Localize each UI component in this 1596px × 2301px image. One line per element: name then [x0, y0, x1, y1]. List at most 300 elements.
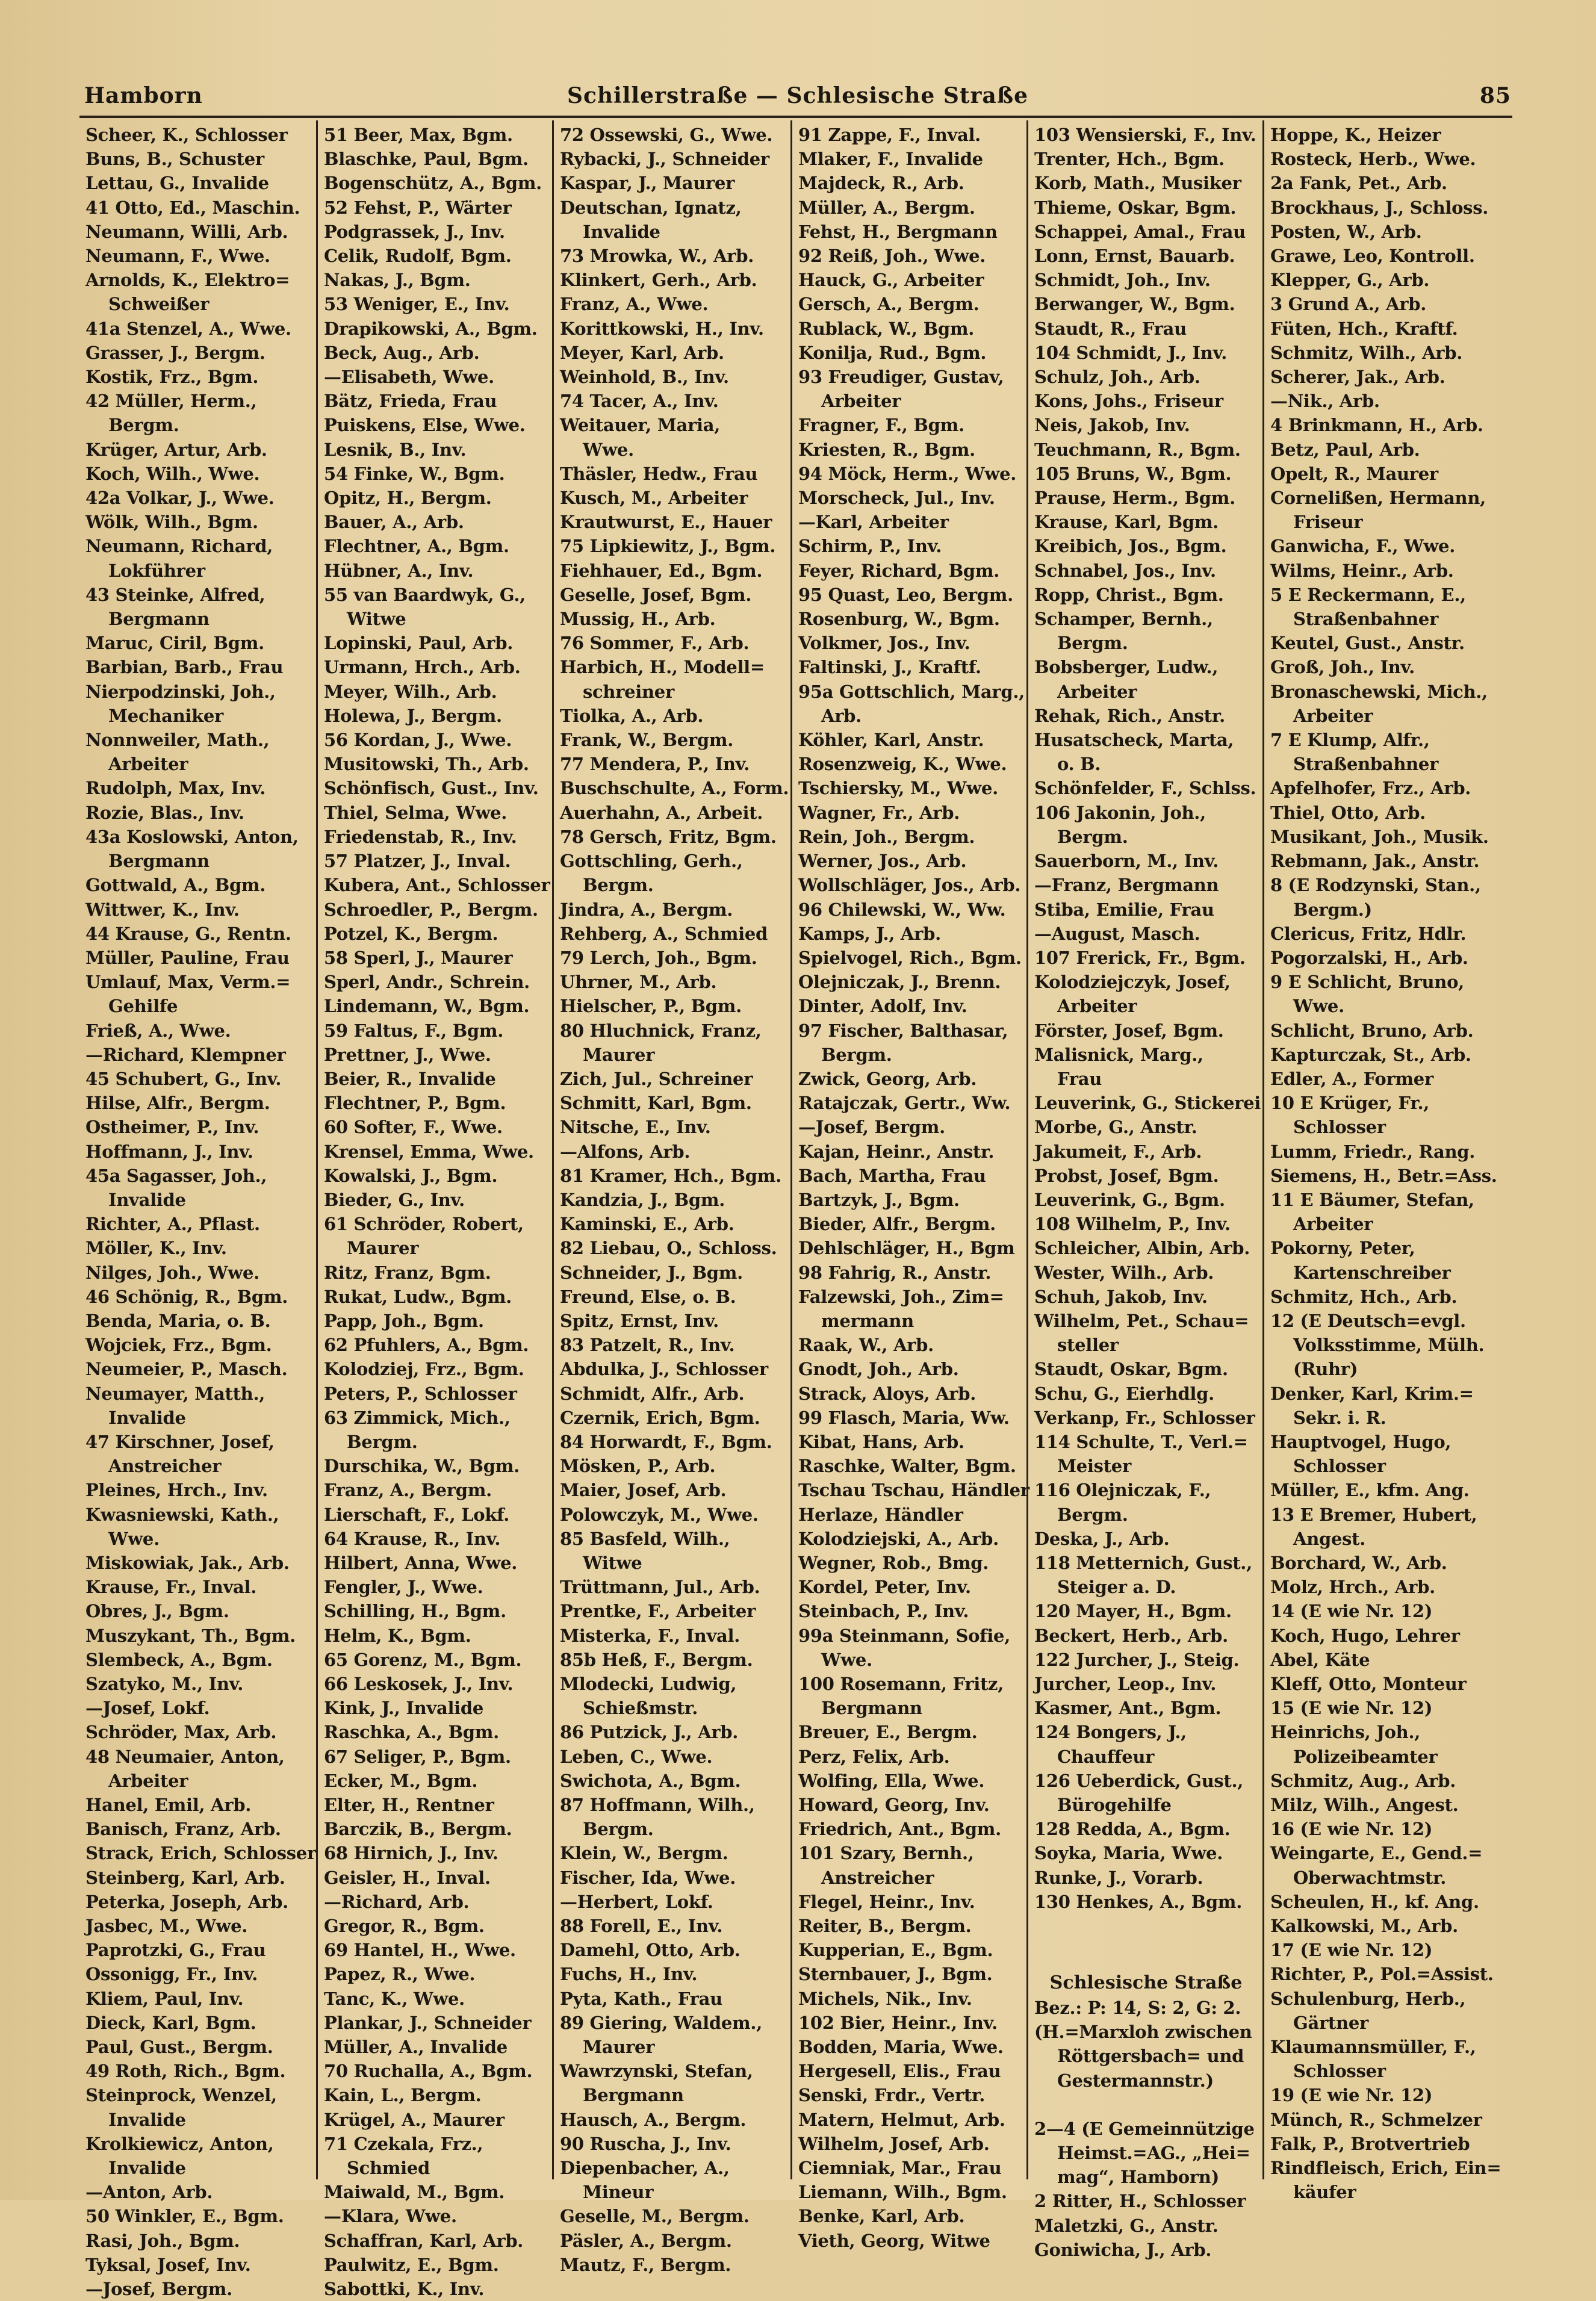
entry-continuation: Bergmann	[821, 1698, 922, 1719]
directory-entry: Leuverink, G., Bgm.	[1034, 1189, 1225, 1210]
directory-entry: Berwanger, W., Bgm.	[1034, 294, 1235, 315]
directory-entry: Peters, P., Schlosser	[324, 1383, 517, 1404]
directory-entry: Kapturczak, St., Arb.	[1270, 1044, 1471, 1065]
directory-entry: 42 Müller, Herm.,	[85, 391, 257, 412]
directory-entry: Weitauer, Maria,	[560, 415, 721, 436]
directory-entry: Hanel, Emil, Arb.	[85, 1795, 252, 1816]
directory-entry: Posten, W., Arb.	[1270, 221, 1422, 242]
directory-entry: Morbe, G., Anstr.	[1034, 1117, 1197, 1138]
directory-entry: Grawe, Leo, Kontroll.	[1270, 246, 1475, 267]
directory-entry: Leuverink, G., Stickerei	[1034, 1093, 1261, 1114]
directory-entry: Schu, G., Eierhdlg.	[1034, 1383, 1214, 1404]
entry-continuation: Bergm.)	[1293, 899, 1372, 920]
directory-entry: Plankar, J., Schneider	[324, 2012, 532, 2033]
directory-entry: Hübner, A., Inv.	[324, 560, 474, 581]
directory-entry: Möller, K., Inv.	[85, 1238, 227, 1259]
directory-entry: Maruc, Ciril, Bgm.	[85, 633, 264, 654]
directory-entry: Schmidt, Alfr., Arb.	[560, 1383, 745, 1404]
entry-continuation: Schlosser	[1293, 1456, 1386, 1477]
directory-entry: 50 Winkler, E., Bgm.	[85, 2206, 284, 2227]
directory-entry: Schmitz, Wilh., Arb.	[1270, 342, 1463, 363]
entry-continuation: Bergm.	[583, 1819, 654, 1840]
directory-entry: Flegel, Heinr., Inv.	[798, 1891, 975, 1912]
directory-entry: Schmitt, Karl, Bgm.	[560, 1093, 752, 1114]
directory-entry: Bobsberger, Ludw.,	[1034, 657, 1219, 678]
directory-entry: Muszykant, Th., Bgm.	[85, 1625, 296, 1646]
directory-entry: Wojciek, Frz., Bgm.	[85, 1335, 272, 1356]
directory-entry: 90 Ruscha, J., Inv.	[560, 2133, 731, 2154]
directory-entry: 9 E Schlicht, Bruno,	[1270, 972, 1464, 993]
directory-entry: 15 (E wie Nr. 12)	[1270, 1698, 1433, 1719]
directory-entry: Rublack, W., Bgm.	[798, 318, 975, 339]
directory-entry: Ritz, Franz, Bgm.	[324, 1262, 491, 1283]
directory-entry: Lonn, Ernst, Bauarb.	[1034, 246, 1235, 267]
directory-entry: Maletzki, G., Anstr.	[1034, 2215, 1219, 2236]
directory-entry: Geselle, M., Bergm.	[560, 2206, 750, 2227]
directory-entry: 95 Quast, Leo, Bergm.	[798, 584, 1013, 605]
directory-entry: —Herbert, Lokf.	[560, 1891, 713, 1912]
directory-entry: Gottwald, A., Bgm.	[85, 875, 266, 896]
directory-entry: Kowalski, J., Bgm.	[324, 1165, 498, 1186]
directory-entry: Hoppe, K., Heizer	[1270, 125, 1441, 145]
directory-entry: 47 Kirschner, Josef,	[85, 1431, 275, 1452]
street-section-title: Schlesische Straße	[1049, 1972, 1243, 1994]
directory-entry: Kajan, Heinr., Anstr.	[798, 1141, 995, 1162]
directory-entry: Fiehhauer, Ed., Bgm.	[560, 560, 763, 581]
directory-entry: Tschiersky, M., Wwe.	[798, 778, 998, 799]
directory-entry: Lierschaft, F., Lokf.	[324, 1504, 510, 1525]
directory-entry: 108 Wilhelm, P., Inv.	[1034, 1214, 1231, 1235]
directory-entry: Celik, Rudolf, Bgm.	[324, 246, 512, 267]
directory-entry: Steinberg, Karl, Arb.	[85, 1867, 285, 1888]
entry-continuation: Schlosser	[1293, 1117, 1386, 1138]
directory-entry: Kalkowski, M., Arb.	[1270, 1916, 1458, 1937]
directory-entry: Zich, Jul., Schreiner	[560, 1068, 753, 1089]
directory-entry: Bauer, A., Arb.	[324, 512, 464, 533]
directory-entry: Wester, Wilh., Arb.	[1034, 1262, 1214, 1283]
directory-entry: —Elisabeth, Wwe.	[324, 367, 494, 388]
directory-entry: Schönfisch, Gust., Inv.	[324, 778, 539, 799]
directory-entry: 48 Neumaier, Anton,	[85, 1746, 285, 1767]
directory-entry: Hauptvogel, Hugo,	[1270, 1431, 1452, 1452]
directory-entry: Schaffran, Karl, Arb.	[324, 2230, 524, 2251]
directory-entry: Ganwicha, F., Wwe.	[1270, 536, 1455, 557]
directory-entry: 85 Basfeld, Wilh.,	[560, 1528, 730, 1549]
entry-continuation: mermann	[821, 1310, 914, 1331]
directory-entry: Kolodziejski, A., Arb.	[798, 1528, 999, 1549]
directory-entry: Musikant, Joh., Musik.	[1270, 826, 1489, 847]
directory-entry: 104 Schmidt, J., Inv.	[1034, 342, 1228, 363]
directory-entry: Geisler, H., Inval.	[324, 1867, 491, 1888]
directory-entry: Korb, Math., Musiker	[1034, 173, 1241, 194]
directory-entry: Pleines, Hrch., Inv.	[85, 1480, 268, 1501]
entry-continuation: Bergmann	[108, 851, 210, 872]
directory-entry: Raschka, A., Bgm.	[324, 1722, 499, 1743]
directory-entry: Denker, Karl, Krim.=	[1270, 1383, 1474, 1404]
directory-entry: Kostik, Frz., Bgm.	[85, 367, 259, 388]
directory-entry: Kolodziejczyk, Josef,	[1034, 972, 1231, 993]
directory-entry: Barczik, B., Bergm.	[324, 1819, 512, 1840]
directory-columns	[79, 120, 1512, 2300]
directory-entry: 91 Zappe, F., Inval.	[798, 125, 981, 145]
directory-entry: Edler, A., Former	[1270, 1068, 1433, 1089]
entry-continuation: Arbeiter	[1293, 1214, 1373, 1235]
directory-entry: Holewa, J., Bergm.	[324, 705, 502, 726]
directory-entry: Neumayer, Matth.,	[85, 1383, 265, 1404]
directory-entry: Krautwurst, E., Hauer	[560, 512, 772, 533]
directory-entry: Bieder, G., Inv.	[324, 1189, 465, 1210]
entry-continuation: Wwe.	[821, 1649, 872, 1670]
directory-entry: Freund, Else, o. B.	[560, 1286, 736, 1307]
directory-entry: Sabottki, K., Inv.	[324, 2279, 485, 2300]
entry-continuation: Gärtner	[1293, 2012, 1368, 2033]
directory-entry: Hielscher, P., Bgm.	[560, 996, 742, 1017]
directory-entry: Spitz, Ernst, Inv.	[560, 1310, 719, 1331]
directory-entry: 53 Weniger, E., Inv.	[324, 294, 510, 315]
directory-entry: Opitz, H., Bergm.	[324, 488, 492, 509]
directory-entry: Falzewski, Joh., Zim=	[798, 1286, 1004, 1307]
entry-continuation: Bergm.	[347, 1431, 418, 1452]
directory-entry: Weinhold, B., Inv.	[560, 367, 729, 388]
directory-entry: Jasbec, M., Wwe.	[85, 1916, 248, 1937]
directory-entry: Liemann, Wilh., Bgm.	[798, 2182, 1007, 2203]
directory-entry: Potzel, K., Bergm.	[324, 923, 498, 944]
directory-entry: —Josef, Bergm.	[85, 2279, 232, 2300]
directory-entry: Misterka, F., Inval.	[560, 1625, 741, 1646]
directory-entry: 42a Volkar, J., Wwe.	[85, 488, 275, 509]
directory-entry: 56 Kordan, J., Wwe.	[324, 730, 512, 751]
directory-entry: 3 Grund A., Arb.	[1270, 294, 1427, 315]
directory-entry: Müller, A., Bergm.	[798, 197, 975, 218]
directory-entry: Matern, Helmut, Arb.	[798, 2109, 1005, 2130]
directory-entry: Bez.: P: 14, S: 2, G: 2.	[1034, 1998, 1241, 2019]
directory-entry: Thäsler, Hedw., Frau	[560, 463, 758, 484]
spacer	[1034, 2093, 1258, 2117]
directory-entry: Borchard, W., Arb.	[1270, 1552, 1447, 1573]
directory-entry: Wollschläger, Jos., Arb.	[798, 875, 1021, 896]
directory-entry: Tschau Tschau, Händler	[798, 1480, 1029, 1501]
directory-entry: Benda, Maria, o. B.	[85, 1310, 271, 1331]
entry-continuation: Arb.	[821, 705, 862, 726]
directory-entry: Groß, Joh., Inv.	[1270, 657, 1415, 678]
directory-entry: 78 Gersch, Fritz, Bgm.	[560, 826, 777, 847]
directory-entry: Bogenschütz, A., Bgm.	[324, 173, 542, 194]
directory-entry: Wittwer, K., Inv.	[85, 899, 240, 920]
directory-entry: Kink, J., Invalide	[324, 1698, 484, 1719]
directory-entry: Raak, W., Arb.	[798, 1335, 934, 1356]
directory-entry: 126 Ueberdick, Gust.,	[1034, 1770, 1244, 1791]
directory-entry: Helm, K., Bgm.	[324, 1625, 471, 1646]
directory-entry: Ratajczak, Gertr., Ww.	[798, 1093, 1011, 1114]
directory-entry: Breuer, E., Bergm.	[798, 1722, 978, 1743]
directory-entry: Fischer, Ida, Wwe.	[560, 1867, 736, 1888]
directory-entry: 11 E Bäumer, Stefan,	[1270, 1189, 1474, 1210]
directory-entry: —Josef, Bergm.	[798, 1117, 945, 1138]
directory-entry: Schirm, P., Inv.	[798, 536, 942, 557]
directory-entry: Senski, Frdr., Vertr.	[798, 2085, 986, 2106]
directory-entry: Fehst, H., Bergmann	[798, 221, 998, 242]
directory-entry: Koch, Wilh., Wwe.	[85, 463, 260, 484]
directory-entry: 102 Bier, Heinr., Inv.	[798, 2012, 998, 2033]
directory-entry: Köhler, Karl, Anstr.	[798, 730, 984, 751]
directory-entry: Wölk, Wilh., Bgm.	[85, 512, 258, 533]
directory-entry: 62 Pfuhlers, A., Bgm.	[324, 1335, 529, 1356]
directory-entry: 75 Lipkiewitz, J., Bgm.	[560, 536, 776, 557]
directory-entry: Blaschke, Paul, Bgm.	[324, 149, 529, 170]
directory-entry: Sternbauer, J., Bgm.	[798, 1964, 993, 1985]
directory-entry: Schuh, Jakob, Inv.	[1034, 1286, 1208, 1307]
entry-continuation: Bergm.	[583, 875, 654, 896]
entry-continuation: Schmied	[347, 2158, 430, 2179]
directory-entry: 67 Seliger, P., Bgm.	[324, 1746, 511, 1767]
directory-entry: Papez, R., Wwe.	[324, 1964, 476, 1985]
directory-entry: Förster, Josef, Bgm.	[1034, 1020, 1224, 1041]
directory-entry: Wilhelm, Pet., Schau=	[1034, 1310, 1249, 1331]
directory-entry: 122 Jurcher, J., Steig.	[1034, 1649, 1240, 1670]
entry-continuation: Arbeiter	[1057, 996, 1137, 1017]
entry-continuation: (Ruhr)	[1293, 1359, 1358, 1380]
directory-entry: Schamper, Bernh.,	[1034, 609, 1213, 630]
entry-continuation: Invalide	[108, 2158, 186, 2179]
directory-entry: Nonnweiler, Math.,	[85, 730, 270, 751]
column-5	[1028, 120, 1264, 2260]
directory-entry: Wilms, Heinr., Arb.	[1270, 560, 1454, 581]
directory-entry: Cornelißen, Hermann,	[1270, 488, 1486, 509]
directory-entry: Mlodecki, Ludwig,	[560, 1674, 737, 1694]
directory-entry: —Anton, Arb.	[85, 2182, 213, 2203]
directory-entry: Thieme, Oskar, Bgm.	[1034, 197, 1237, 218]
directory-entry: Milz, Wilh., Angest.	[1270, 1795, 1459, 1816]
directory-entry: 13 E Bremer, Hubert,	[1270, 1504, 1477, 1525]
directory-entry: Franz, A., Bergm.	[324, 1480, 492, 1501]
directory-entry: Bieder, Alfr., Bergm.	[798, 1214, 996, 1235]
directory-entry: Drapikowski, A., Bgm.	[324, 318, 538, 339]
entry-continuation: Chauffeur	[1057, 1746, 1155, 1767]
entry-continuation: Maurer	[583, 1044, 655, 1065]
directory-entry: Schulenburg, Herb.,	[1270, 1988, 1466, 2009]
directory-entry: Siemens, H., Betr.=Ass.	[1270, 1165, 1497, 1186]
directory-entry: Soyka, Maria, Wwe.	[1034, 1843, 1223, 1864]
directory-entry: Buns, B., Schuster	[85, 149, 264, 170]
directory-entry: Wagner, Fr., Arb.	[798, 802, 960, 823]
entry-continuation: Bürogehilfe	[1057, 1795, 1172, 1816]
directory-entry: Sperl, Andr., Schrein.	[324, 972, 530, 993]
entry-continuation: schreiner	[583, 681, 674, 702]
directory-entry: Krause, Fr., Inval.	[85, 1577, 257, 1598]
directory-entry: Apfelhofer, Frz., Arb.	[1270, 778, 1471, 799]
entry-continuation: Volksstimme, Mülh.	[1293, 1335, 1485, 1356]
directory-entry: Raschke, Walter, Bgm.	[798, 1456, 1016, 1477]
directory-entry: 61 Schröder, Robert,	[324, 1214, 524, 1235]
directory-entry: 97 Fischer, Balthasar,	[798, 1020, 1008, 1041]
directory-entry: 99a Steinmann, Sofie,	[798, 1625, 1010, 1646]
directory-entry: Wegner, Rob., Bmg.	[798, 1552, 989, 1573]
directory-entry: Majdeck, R., Arb.	[798, 173, 964, 194]
directory-entry: Perz, Felix, Arb.	[798, 1746, 950, 1767]
directory-entry: Gregor, R., Bgm.	[324, 1916, 485, 1937]
directory-entry: 89 Giering, Waldem.,	[560, 2012, 762, 2033]
entry-continuation: Maurer	[347, 1238, 419, 1259]
entry-continuation: o. B.	[1057, 754, 1101, 775]
directory-entry: Bodden, Maria, Wwe.	[798, 2037, 1004, 2058]
directory-entry: Morscheck, Jul., Inv.	[798, 488, 995, 509]
directory-entry: Clericus, Fritz, Hdlr.	[1270, 923, 1467, 944]
directory-entry: Gottschling, Gerh.,	[560, 851, 743, 872]
directory-entry: 87 Hoffmann, Wilh.,	[560, 1795, 755, 1816]
directory-entry: 16 (E wie Nr. 12)	[1270, 1819, 1433, 1840]
directory-entry: 80 Hluchnick, Franz,	[560, 1020, 762, 1041]
directory-entry: Paulwitz, E., Bgm.	[324, 2254, 499, 2275]
directory-entry: 60 Softer, F., Wwe.	[324, 1117, 503, 1138]
directory-entry: Bronaschewski, Mich.,	[1270, 681, 1488, 702]
directory-entry: 116 Olejniczak, F.,	[1034, 1480, 1211, 1501]
directory-entry: Scherer, Jak., Arb.	[1270, 367, 1445, 388]
entry-continuation: Invalide	[108, 1407, 186, 1428]
directory-entry: 59 Faltus, F., Bgm.	[324, 1020, 504, 1041]
directory-entry: Kleff, Otto, Monteur	[1270, 1674, 1467, 1694]
directory-entry: 83 Patzelt, R., Inv.	[560, 1335, 735, 1356]
directory-entry: 41a Stenzel, A., Wwe.	[85, 318, 291, 339]
entry-continuation: Mechaniker	[108, 705, 224, 726]
directory-entry: Wilhelm, Josef, Arb.	[798, 2133, 990, 2154]
directory-entry: Meyer, Karl, Arb.	[560, 342, 724, 363]
directory-entry: 71 Czekala, Frz.,	[324, 2133, 483, 2154]
directory-entry: 101 Szary, Bernh.,	[798, 1843, 974, 1864]
directory-entry: —Josef, Lokf.	[85, 1698, 210, 1719]
directory-entry: 88 Forell, E., Inv.	[560, 1916, 723, 1937]
directory-entry: Flechtner, A., Bgm.	[324, 536, 509, 557]
directory-entry: 120 Mayer, H., Bgm.	[1034, 1601, 1232, 1622]
directory-entry: 77 Mendera, P., Inv.	[560, 754, 750, 775]
directory-entry: Krensel, Emma, Wwe.	[324, 1141, 534, 1162]
directory-entry: Runke, J., Vorarb.	[1034, 1867, 1203, 1888]
directory-entry: Prause, Herm., Bgm.	[1034, 488, 1235, 509]
entry-continuation: Bergm.	[1057, 1504, 1128, 1525]
directory-entry: Kibat, Hans, Arb.	[798, 1431, 964, 1452]
directory-entry: Goniwicha, J., Arb.	[1034, 2239, 1212, 2260]
directory-entry: Friedrich, Ant., Bgm.	[798, 1819, 1001, 1840]
directory-entry: Pogorzalski, H., Arb.	[1270, 947, 1468, 968]
directory-entry: 81 Kramer, Hch., Bgm.	[560, 1165, 781, 1186]
directory-entry: Wolfing, Ella, Wwe.	[798, 1770, 985, 1791]
entry-continuation: Maurer	[583, 2037, 655, 2058]
column-4	[792, 120, 1029, 2251]
directory-entry: 95a Gottschlich, Marg.,	[798, 681, 1025, 702]
directory-entry: Dieck, Karl, Bgm.	[85, 2012, 256, 2033]
directory-entry: Buschschulte, A., Form.	[560, 778, 789, 799]
directory-entry: 5 E Reckermann, E.,	[1270, 584, 1466, 605]
entry-continuation: Kartenschreiber	[1293, 1262, 1451, 1283]
directory-entry: Krause, Karl, Bgm.	[1034, 512, 1219, 533]
entry-continuation: Polizeibeamter	[1293, 1746, 1438, 1767]
directory-entry: 64 Krause, R., Inv.	[324, 1528, 501, 1549]
directory-entry: Bätz, Frieda, Frau	[324, 391, 497, 412]
directory-entry: Prentke, F., Arbeiter	[560, 1601, 756, 1622]
entry-continuation: Röttgersbach= und	[1057, 2046, 1244, 2067]
directory-entry: Rasi, Joh., Bgm.	[85, 2230, 240, 2251]
directory-entry: Friedenstab, R., Inv.	[324, 826, 517, 847]
entry-continuation: Angest.	[1293, 1528, 1366, 1549]
directory-entry: 107 Frerick, Fr., Bgm.	[1034, 947, 1246, 968]
directory-entry: Schmidt, Joh., Inv.	[1034, 270, 1211, 291]
directory-entry: 10 E Krüger, Fr.,	[1270, 1093, 1430, 1114]
entry-continuation: Schlosser	[1293, 2061, 1386, 2082]
entry-continuation: Witwe	[583, 1552, 642, 1573]
directory-entry: Kolodziej, Frz., Bgm.	[324, 1359, 524, 1380]
directory-entry: Staudt, R., Frau	[1034, 318, 1187, 339]
directory-entry: Faltinski, J., Kraftf.	[798, 657, 981, 678]
directory-entry: Czernik, Erich, Bgm.	[560, 1407, 760, 1428]
header-street-range: Schillerstraße — Schlesische Straße	[567, 83, 1029, 108]
directory-entry: Schleicher, Albin, Arb.	[1034, 1238, 1250, 1259]
directory-entry: Kons, Johs., Friseur	[1034, 391, 1223, 412]
directory-entry: Lopinski, Paul, Arb.	[324, 633, 514, 654]
directory-entry: Thiel, Otto, Arb.	[1270, 802, 1426, 823]
directory-entry: Neumeier, P., Masch.	[85, 1359, 288, 1380]
directory-entry: Kupperian, E., Bgm.	[798, 1940, 993, 1961]
directory-entry: Pokorny, Peter,	[1270, 1238, 1415, 1259]
directory-entry: Umlauf, Max, Verm.=	[85, 972, 291, 993]
directory-entry: Deska, J., Arb.	[1034, 1528, 1170, 1549]
entry-continuation: Sekr. i. R.	[1293, 1407, 1386, 1428]
directory-entry: Thiel, Selma, Wwe.	[324, 802, 508, 823]
directory-entry: Keutel, Gust., Anstr.	[1270, 633, 1465, 654]
directory-entry: 66 Leskosek, J., Inv.	[324, 1674, 514, 1694]
directory-entry: Rehberg, A., Schmied	[560, 923, 768, 944]
spacer	[1034, 1914, 1258, 1938]
directory-entry: 94 Möck, Herm., Wwe.	[798, 463, 1017, 484]
entry-continuation: Bergm.	[1057, 633, 1128, 654]
directory-entry: Obres, J., Bgm.	[85, 1601, 229, 1622]
directory-entry: Sauerborn, M., Inv.	[1034, 851, 1219, 872]
entry-continuation: Heimst.=AG., „Hei=	[1057, 2143, 1250, 2164]
directory-entry: 4 Brinkmann, H., Arb.	[1270, 415, 1483, 436]
spacer	[1034, 1938, 1258, 1962]
directory-entry: 74 Tacer, A., Inv.	[560, 391, 719, 412]
directory-entry: Trenter, Hch., Bgm.	[1034, 149, 1225, 170]
directory-entry: Heinrichs, Joh.,	[1270, 1722, 1421, 1743]
directory-entry: Ecker, M., Bgm.	[324, 1770, 478, 1791]
directory-entry: Pyta, Kath., Frau	[560, 1988, 722, 2009]
directory-entry: Tiolka, A., Arb.	[560, 705, 704, 726]
directory-entry: 114 Schulte, T., Verl.=	[1034, 1431, 1248, 1452]
directory-entry: Nitsche, E., Inv.	[560, 1117, 711, 1138]
column-1	[79, 120, 318, 2300]
directory-entry: —August, Masch.	[1034, 923, 1200, 944]
directory-entry: 92 Reiß, Joh., Wwe.	[798, 246, 986, 267]
directory-entry: Uhrner, M., Arb.	[560, 972, 717, 993]
directory-entry: Tanc, K., Wwe.	[324, 1988, 465, 2009]
directory-entry: Maier, Josef, Arb.	[560, 1480, 727, 1501]
directory-entry: Ropp, Christ., Bgm.	[1034, 584, 1224, 605]
directory-entry: Auerhahn, A., Arbeit.	[560, 802, 763, 823]
entry-continuation: Wwe.	[108, 1528, 160, 1549]
directory-entry: Kriesten, R., Bgm.	[798, 439, 975, 460]
page-header	[84, 83, 1511, 114]
directory-entry: Franz, A., Wwe.	[560, 294, 709, 315]
directory-entry: Jakumeit, F., Arb.	[1034, 1141, 1202, 1162]
directory-entry: —Klara, Wwe.	[324, 2206, 457, 2227]
entry-continuation: steller	[1057, 1335, 1119, 1356]
directory-entry: Harbich, H., Modell=	[560, 657, 765, 678]
directory-entry: Neumann, F., Wwe.	[85, 246, 270, 267]
entry-continuation: Arbeiter	[108, 1770, 188, 1791]
directory-entry: Puiskens, Else, Wwe.	[324, 415, 526, 436]
directory-entry: Strack, Erich, Schlosser	[85, 1843, 316, 1864]
directory-entry: Jurcher, Leop., Inv.	[1034, 1674, 1217, 1694]
directory-entry: —Richard, Arb.	[324, 1891, 470, 1912]
directory-entry: Kain, L., Bergm.	[324, 2085, 482, 2106]
